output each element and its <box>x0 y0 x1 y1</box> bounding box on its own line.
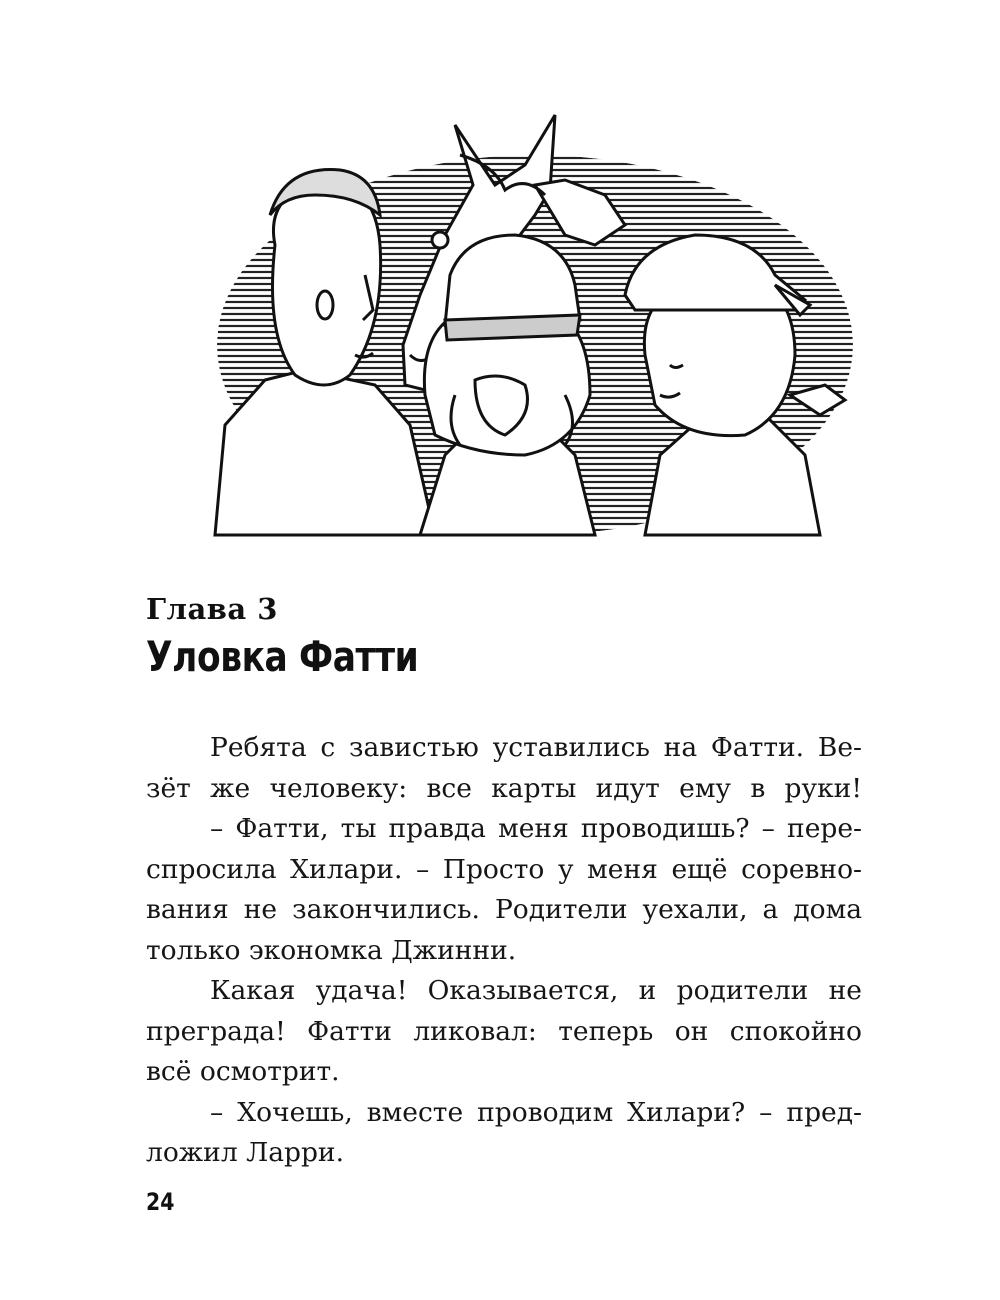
text-line: – Фатти, ты правда меня проводишь? – пере- <box>210 813 862 844</box>
text-line: всё осмотрит. <box>146 1056 340 1087</box>
text-line: преграда! Фатти ликовал: теперь он спокойно <box>146 1015 862 1047</box>
text-line: – Хочешь, вместе проводим Хилари? – пред- <box>210 1096 862 1128</box>
text-line: вания не закончились. Родители уехали, а дома <box>146 894 862 925</box>
text-line: ложил Ларри. <box>146 1137 345 1168</box>
text-line: зёт же человеку: все карты идут ему в руки! <box>146 772 862 804</box>
text-line: Ребята с завистью уставились на Фатти. Ве- <box>210 732 862 763</box>
page-number: 24 <box>146 1188 175 1216</box>
chapter-label: Глава 3 <box>146 592 278 626</box>
chapter-illustration <box>205 95 865 565</box>
chapter-body-text <box>146 728 862 1174</box>
text-line: только экономка Джинни. <box>146 934 517 966</box>
chapter-title: Уловка Фатти <box>146 632 419 681</box>
text-line: спросила Хилари. – Просто у меня ещё соревно- <box>146 853 862 885</box>
text-line: Какая удача! Оказывается, и родители не <box>210 975 862 1006</box>
children-with-horse-illustration <box>205 95 865 565</box>
